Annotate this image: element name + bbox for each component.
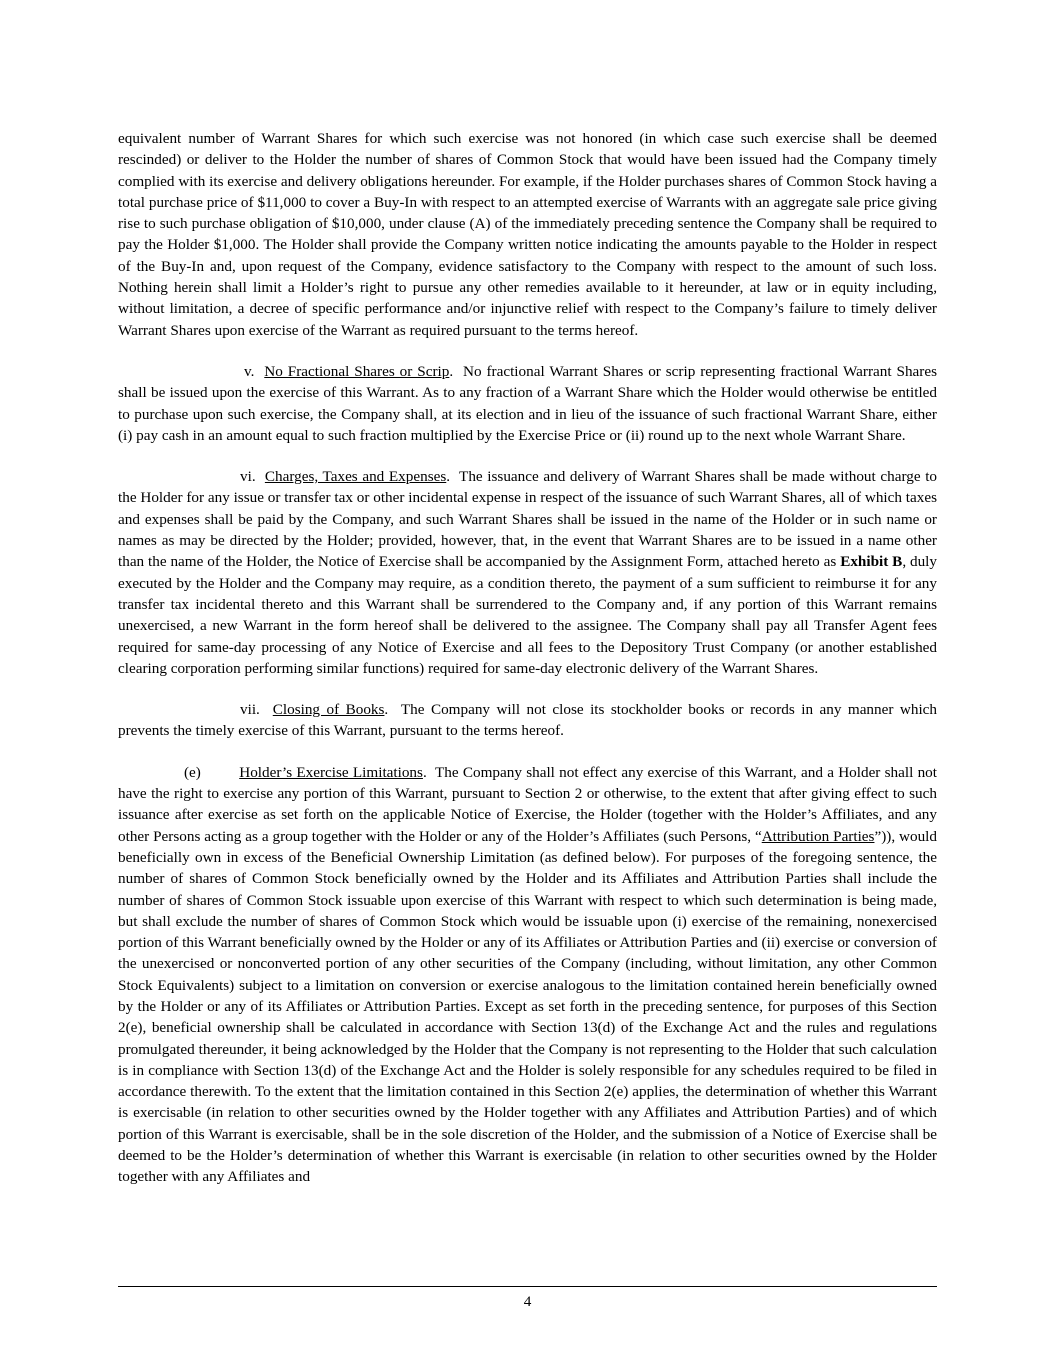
paragraph-closing-of-books: vii. Closing of Books. The Company will not close its stockholder books or records in any manner which prevents the timely exercise of this Warrant, pursuant to the terms hereof. — [118, 701, 937, 740]
paragraph-no-fractional-shares: v. No Fractional Shares or Scrip. No fractional Warrant Shares or scrip representing fractional Warrant Shares shall be issued upon the exercise of this Warrant. As to any fraction of a Warrant Share which the Holder would otherwise be entitled to purchase upon such exercise, the Company shall, at its election and in lieu of the issuance of such fractional Warrant Share, either (i) pay cash in an amount equal to such fraction multiplied by the Exercise Price or (ii) round up to the next whole Warrant Share. — [118, 362, 938, 444]
document-body — [118, 128, 937, 1188]
paragraph-buy-in: equivalent number of Warrant Shares for which such exercise was not honored (in which case such exercise shall be deemed rescinded) or deliver to the Holder the number of shares of Common Stock that would have been issued had the Company timely complied with its exercise and delivery obligations hereunder. For example, if the Holder purchases shares of Common Stock having a total purchase price of $11,000 to cover a Buy-In with respect to an attempted exercise of Warrants with an aggregate sale price giving rise to such purchase obligation of $10,000, under clause (A) of the immediately preceding sentence the Company shall be required to pay the Holder $1,000. The Holder shall provide the Company written notice indicating the amounts payable to the Holder in respect of the Buy-In and, upon request of the Company, evidence satisfactory to the Company with respect to the amount of such loss. Nothing herein shall limit a Holder’s right to pursue any other remedies available to it hereunder, at law or in equity including, without limitation, a decree of specific performance and/or injunctive relief with respect to the Company’s failure to timely deliver Warrant Shares upon exercise of the Warrant as required pursuant to the terms hereof. — [118, 130, 937, 339]
footer-divider — [118, 1286, 937, 1287]
clause-marker-vii: vii. — [240, 701, 260, 719]
clause-marker-v: v. — [244, 362, 255, 380]
clause-marker-vi: vi. — [240, 468, 256, 486]
clause-heading-no-fractional-shares: No Fractional Shares or Scrip — [264, 362, 450, 380]
clause-marker-e: (e) — [184, 763, 201, 781]
clause-text-charges-part1: The issuance and delivery of Warrant Shares shall be made without charge to the Holder for any issue or transfer tax or other incidental expense in respect of the issuance of such Warrant Shares, all of which taxes and expenses shall be paid by the Company, and such Warrant Shares shall be issued in the name of the Holder or in such name or names as may be directed by the Holder; provided, however, that, in the event that Warrant Shares are to be issued in a name other than the name of the Holder, the Notice of Exercise shall be accompanied by the Assignment Form, attached hereto as — [118, 468, 938, 571]
clause-heading-charges-taxes-expenses: Charges, Taxes and Expenses — [264, 468, 447, 486]
clause-heading-closing-of-books: Closing of Books — [272, 701, 385, 719]
clause-text-closing-of-books: The Company will not close its stockholder books or records in any manner which prevents the timely exercise of this Warrant, pursuant to the terms hereof. — [118, 701, 937, 740]
defined-term-attribution-parties: Attribution Parties — [761, 827, 875, 845]
clause-text-limitations-part2: ”)), would beneficially own in excess of the Beneficial Ownership Limitation (as defined below). For purposes of the foregoing sentence, the number of shares of Common Stock beneficially owned by the Holder and its Affiliates and Attribution Parties shall include the number of shares of Common Stock issuable upon exercise of this Warrant with respect to which such determination is being made, but shall exclude the number of shares of Common Stock which would be issuable upon (i) exercise of the remaining, nonexercised portion of this Warrant beneficially owned by the Holder or any of its Affiliates or Attribution Parties and (ii) exercise or conversion of the unexercised or nonconverted portion of any other securities of the Company (including, without limitation, any other Common Stock Equivalents) subject to a limitation on conversion or exercise analogous to the limitation contained herein beneficially owned by the Holder or any of its Affiliates or Attribution Parties. Except as set forth in the preceding sentence, for purposes of this Section 2(e), beneficial ownership shall be calculated in accordance with Section 13(d) of the Exchange Act and the rules and regulations promulgated thereunder, it being acknowledged by the Holder that the Company is not representing to the Holder that such calculation is in compliance with Section 13(d) of the Exchange Act and the Holder is solely responsible for any schedules required to be filed in accordance therewith. To the extent that the limitation contained in this Section 2(e) applies, the determination of whether this Warrant is exercisable (in relation to other securities owned by the Holder together with any Affiliates and Attribution Parties) and of which portion of this Warrant is exercisable, shall be in the sole discretion of the Holder, and the submission of a Notice of Exercise shall be deemed to be the Holder’s determination of whether this Warrant is exercisable (in relation to other securities owned by the Holder together with any Affiliates and — [118, 827, 937, 1186]
clause-text-charges-part2: , duly executed by the Holder and the Company may require, as a condition thereto, the payment of a sum sufficient to reimburse it for any transfer tax incidental thereto and this Warrant shall be surrendered to the Company and, if any portion of this Warrant remains unexercised, a new Warrant in the form hereof shall be delivered to the assignee. The Company shall pay all Transfer Agent fees required for same-day processing of any Notice of Exercise and all fees to the Depository Trust Company (or another established clearing corporation performing similar functions) required for same-day electronic delivery of the Warrant Shares. — [118, 553, 937, 677]
page-footer — [118, 1286, 937, 1311]
paragraph-holders-exercise-limitations: (e) Holder’s Exercise Limitations. The Company shall not effect any exercise of this Warrant, and a Holder shall not have the right to exercise any portion of this Warrant, pursuant to Section 2 or otherwise, to the extent that after giving effect to such issuance after exercise as set forth on the applicable Notice of Exercise, the Holder (together with the Holder’s Affiliates, and any other Persons acting as a group together with the Holder or any of the Holder’s Affiliates (such Persons, “Attribution Parties”)), would beneficially own in excess of the Beneficial Ownership Limitation (as defined below). For purposes of the foregoing sentence, the number of shares of Common Stock beneficially owned by the Holder and its Affiliates and Attribution Parties shall include the number of shares of Common Stock issuable upon exercise of this Warrant with respect to which such determination is being made, but shall exclude the number of shares of Common Stock which would be issuable upon (i) exercise of the remaining, nonexercised portion of this Warrant beneficially owned by the Holder or any of its Affiliates or Attribution Parties and (ii) exercise or conversion of the unexercised or nonconverted portion of any other securities of the Company (including, without limitation, any other Common Stock Equivalents) subject to a limitation on conversion or exercise analogous to the limitation contained herein beneficially owned by the Holder or any of its Affiliates or Attribution Parties. Except as set forth in the preceding sentence, for purposes of this Section 2(e), beneficial ownership shall be calculated in accordance with Section 13(d) of the Exchange Act and the rules and regulations promulgated thereunder, it being acknowledged by the Holder that the Company is not representing to the Holder that such calculation is in compliance with Section 13(d) of the Exchange Act and the Holder is solely responsible for any schedules required to be filed in accordance therewith. To the extent that the limitation contained in this Section 2(e) applies, the determination of whether this Warrant is exercisable (in relation to other securities owned by the Holder together with any Affiliates and Attribution Parties) and of which portion of this Warrant is exercisable, shall be in the sole discretion of the Holder, and the submission of a Notice of Exercise shall be deemed to be the Holder’s determination of whether this Warrant is exercisable (in relation to other securities owned by the Holder together with any Affiliates and — [118, 763, 937, 1186]
paragraph-charges-taxes-expenses: vi. Charges, Taxes and Expenses. The issuance and delivery of Warrant Shares shall be made without charge to the Holder for any issue or transfer tax or other incidental expense in respect of the issuance of such Warrant Shares, all of which taxes and expenses shall be paid by the Company, and such Warrant Shares shall be issued in the name of the Holder or in such name or names as may be directed by the Holder; provided, however, that, in the event that Warrant Shares are to be issued in a name other than the name of the Holder, the Notice of Exercise shall be accompanied by the Assignment Form, attached hereto as Exhibit B, duly executed by the Holder and the Company may require, as a condition thereto, the payment of a sum sufficient to reimburse it for any transfer tax incidental thereto and this Warrant shall be surrendered to the Company and, if any portion of this Warrant remains unexercised, a new Warrant in the form hereof shall be delivered to the assignee. The Company shall pay all Transfer Agent fees required for same-day processing of any Notice of Exercise and all fees to the Depository Trust Company (or another established clearing corporation performing similar functions) required for same-day electronic delivery of the Warrant Shares. — [118, 468, 938, 677]
clause-text-limitations-part1: The Company shall not effect any exercise of this Warrant, and a Holder shall not have the right to exercise any portion of this Warrant, pursuant to Section 2 or otherwise, to the extent that after giving effect to such issuance after exercise as set forth on the applicable Notice of Exercise, the Holder (together with the Holder’s Affiliates, and any other Persons acting as a group together with the Holder or any of the Holder’s Affiliates (such Persons, “ — [118, 763, 937, 845]
exhibit-b-reference: Exhibit B — [840, 553, 903, 571]
page-number: 4 — [523, 1293, 532, 1310]
clause-heading-holders-exercise-limitations: Holder’s Exercise Limitations — [239, 763, 423, 781]
clause-text-no-fractional-shares: No fractional Warrant Shares or scrip representing fractional Warrant Shares shall be issued upon the exercise of this Warrant. As to any fraction of a Warrant Share which the Holder would otherwise be entitled to purchase upon such exercise, the Company shall, at its election and in lieu of the issuance of such fractional Warrant Share, either (i) pay cash in an amount equal to such fraction multiplied by the Exercise Price or (ii) round up to the next whole Warrant Share. — [118, 362, 938, 444]
